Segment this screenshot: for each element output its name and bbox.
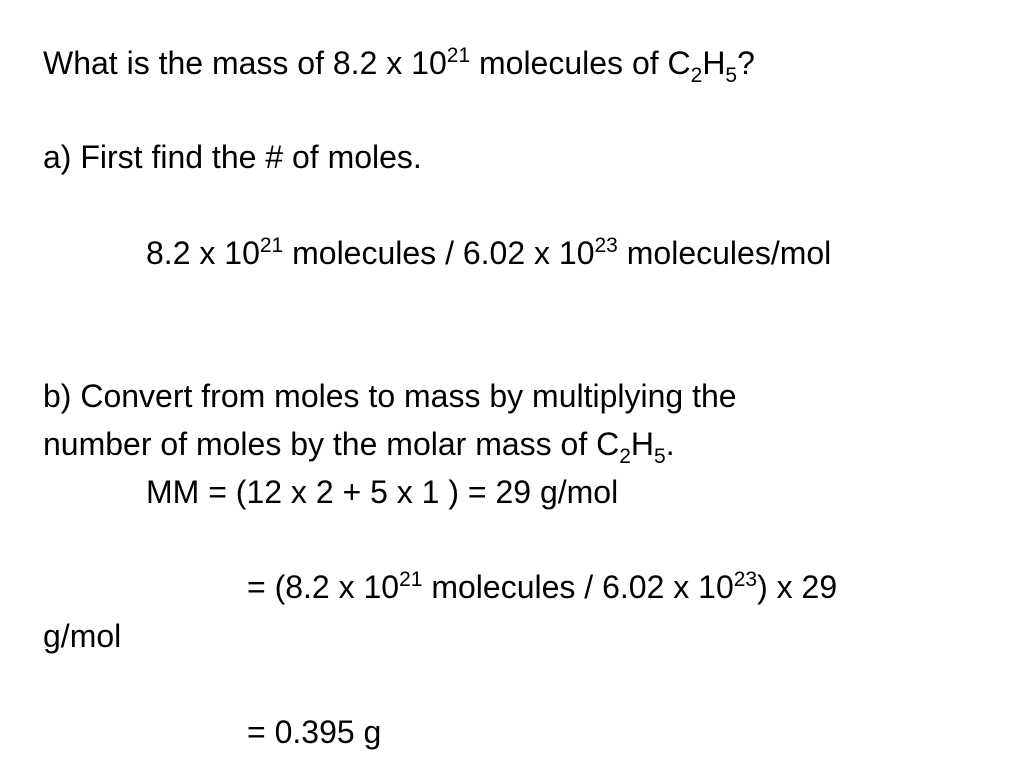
exponent: 21 [446, 44, 471, 67]
question-part: What is the mass of 8.2 x 10 [43, 45, 447, 81]
mass-calculation [247, 568, 837, 606]
step-b-text-line1: b) Convert from moles to mass by multiplying the [43, 378, 737, 414]
result-text: = 0.395 g [247, 714, 382, 750]
subscript: 2 [690, 64, 703, 87]
calc-part: = (8.2 x 10 [247, 569, 400, 605]
step-b-part: . [665, 426, 675, 462]
question-part: ? [737, 45, 755, 81]
exponent: 21 [259, 234, 284, 257]
exponent: 23 [733, 568, 758, 591]
calc-part: molecules / 6.02 x 10 [283, 235, 595, 271]
step-b-text-line2 [43, 425, 675, 468]
exponent: 23 [594, 234, 618, 257]
step-a-text: a) First find the # of moles. [43, 139, 422, 175]
question-part: molecules of C [470, 45, 691, 81]
exponent: 21 [399, 568, 423, 591]
subscript: 5 [725, 64, 738, 87]
step-b-part: H [630, 426, 655, 462]
mass-calculation-wrap: g/mol [43, 618, 122, 654]
question-part: H [702, 45, 726, 81]
calc-part: ) x 29 [757, 569, 838, 605]
subscript: 5 [654, 445, 666, 468]
subscript: 2 [619, 445, 631, 468]
step-b-part: number of moles by the molar mass of C [43, 426, 620, 462]
calc-part: molecules/mol [617, 235, 832, 271]
calc-part: molecules / 6.02 x 10 [422, 569, 734, 605]
calc-part: 8.2 x 10 [146, 235, 260, 271]
moles-calculation [146, 234, 831, 272]
question-text [43, 44, 755, 87]
molar-mass-calculation: MM = (12 x 2 + 5 x 1 ) = 29 g/mol [146, 474, 619, 510]
